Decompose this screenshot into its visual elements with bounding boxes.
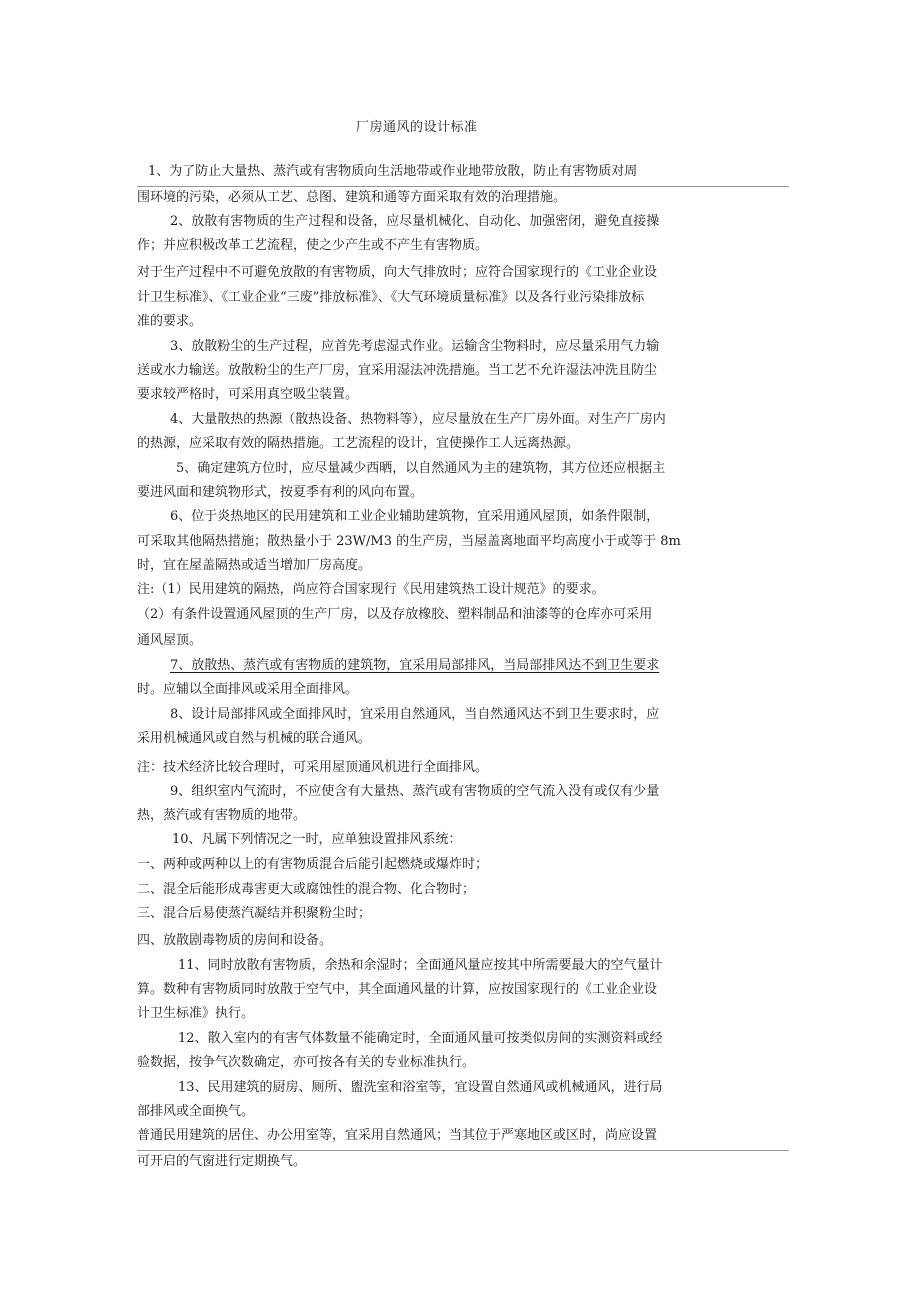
text-line: 2、放散有害物质的生产过程和设备，应尽量机械化、自动化、加强密闭，避免直接操 (170, 214, 660, 229)
text-line: 准的要求。 (137, 314, 203, 329)
text-line: 采用机械通风或自然与机械的联合通风。 (137, 731, 372, 746)
text-line: 作；并应积极改革工艺流程，使之少产生或不产生有害物质。 (137, 238, 489, 253)
text-line: 围环境的污染，必须从工艺、总图、建筑和通等方面采取有效的治理措施。 (137, 190, 567, 205)
text-line: 热，蒸汽或有害物质的地带。 (137, 808, 307, 823)
text-line: 注：技术经济比较合理时，可采用屋顶通风机进行全面排风。 (137, 760, 489, 775)
text-line: 注:（1）民用建筑的隔热，尚应符合国家现行《民用建筑热工设计规范》的要求。 (137, 582, 605, 597)
text-line: 7、放散热、蒸汽或有害物质的建筑物，宜采用局部排风，当局部排风达不到卫生要求 (170, 658, 660, 673)
text-line: 可开启的气窗进行定期换气。 (137, 1154, 307, 1169)
text-line: 送或水力输送。放散粉尘的生产厂房，宜采用湿法冲洗措施。当工艺不允许湿法冲洗且防尘 (137, 363, 658, 378)
text-line: 9、组织室内气流时，不应使含有大量热、蒸汽或有害物质的空气流入没有或仅有少量 (170, 784, 660, 799)
text-line: 4、大量散热的热源（散热设备、热物料等），应尽量放在生产厂房外面。对生产厂房内 (170, 412, 666, 427)
text-line: 一、两种或两种以上的有害物质混合后能引起燃烧或爆炸时； (137, 857, 489, 872)
text-line: 1、为了防止大量热、蒸汽或有害物质向生活地带或作业地带放散，防止有害物质对周 (148, 164, 638, 179)
text-line: 计卫生标准》、《工业企业“三废”排放标准》、《大气环境质量标准》以及各行业污染排放标 (137, 290, 645, 305)
text-line: 10、凡属下列情况之一时，应单独设置排风系统： (172, 832, 462, 847)
text-line: 计卫生标准》执行。 (137, 1006, 255, 1021)
text-line: 时，宜在屋盖隔热或适当增加厂房高度。 (137, 558, 372, 573)
text-line: 3、放散粉尘的生产过程，应首先考虑湿式作业。运输含尘物料时，应尽量采用气力输 (170, 339, 660, 354)
text-line: 13、民用建筑的厨房、厕所、盥洗室和浴室等，宜设置自然通风或机械通风，进行局 (178, 1080, 663, 1095)
text-line: 8、设计局部排风或全面排风时，宜采用自然通风，当自然通风达不到卫生要求时，应 (170, 707, 660, 722)
document-title: 厂房通风的设计标准 (356, 120, 478, 135)
text-line: 对于生产过程中不可避免放散的有害物质，向大气排放时；应符合国家现行的《工业企业设 (137, 265, 658, 280)
text-line: 通风屋顶。 (137, 633, 203, 648)
text-line: 验数据，按争气次数确定，亦可按各有关的专业标准执行。 (137, 1055, 476, 1070)
text-line: 算。数种有害物质同时放散于空气中，其全面通风量的计算，应按国家现行的《工业企业设 (137, 982, 658, 997)
text-line: 要求较严格时，可采用真空吸尘装置。 (137, 387, 359, 402)
text-line: 可采取其他隔热措施；散热量小于 23W/M3 的生产房，当屋盖离地面平均高度小于或等于 8m (137, 534, 681, 549)
text-line: 四、放散剧毒物质的房间和设备。 (137, 933, 333, 948)
text-line: 6、位于炎热地区的民用建筑和工业企业辅助建筑物，宜采用通风屋顶，如条件限制， (170, 509, 660, 524)
divider (137, 186, 789, 187)
text-line: 5、确定建筑方位时，应尽量减少西晒，以自然通风为主的建筑物，其方位还应根据主 (176, 461, 666, 476)
text-line: 要进风面和建筑物形式，按夏季有利的风向布置。 (137, 485, 424, 500)
divider (137, 1150, 789, 1151)
text-line: 11、同时放散有害物质，余热和余湿时；全面通风量应按其中所需要最大的空气量计 (178, 958, 663, 973)
text-line: 12、散入室内的有害气体数量不能确定时，全面通风量可按类似房间的实测资料或经 (178, 1031, 663, 1046)
text-line: 三、混合后易使蒸汽凝结并积聚粉尘时； (137, 906, 372, 921)
text-line: （2）有条件设置通风屋顶的生产厂房，以及存放橡胶、塑料制品和油漆等的仓库亦可采用 (137, 607, 653, 622)
text-line: 二、混全后能形成毒害更大或腐蚀性的混合物、化合物时； (137, 882, 476, 897)
text-line: 的热源，应采取有效的隔热措施。工艺流程的设计，宜使操作工人远离热源。 (137, 436, 580, 451)
text-line: 部排风或全面换气。 (137, 1104, 255, 1119)
text-line: 时。应辅以全面排风或采用全面排风。 (137, 682, 359, 697)
text-line: 普通民用建筑的居住、办公用室等，宜采用自然通风；当其位于严寒地区或区时，尚应设置 (137, 1128, 658, 1143)
